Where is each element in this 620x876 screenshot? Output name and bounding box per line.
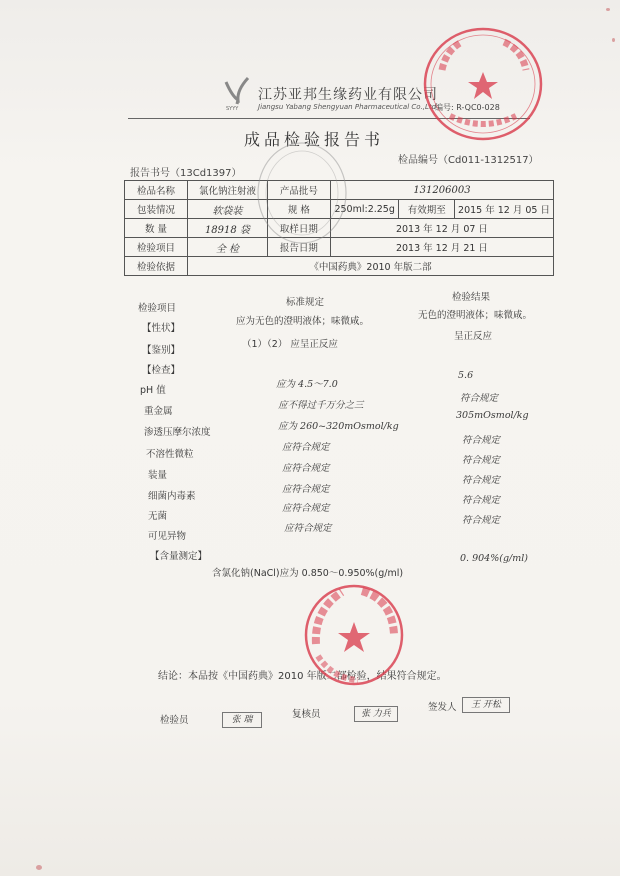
company-logo-icon (222, 74, 252, 106)
page-title: 成品检验报告书 (244, 130, 385, 149)
endotoxin-standard: 应符合规定 (282, 484, 330, 495)
assay-label: 【含量测定】 (150, 551, 208, 562)
inspection-number: 检品编号（Cd011-1312517） (398, 155, 539, 166)
conclusion-text: 结论：本品按《中国药典》2010 年版二部检验，结果符合规定。 (158, 671, 447, 682)
table-value: 2015 年 12 月 05 日 (455, 200, 554, 219)
issuer-signature: 王 开松 (462, 697, 510, 713)
appearance-result: 无色的澄明液体；味微咸。 (418, 310, 533, 321)
table-value: 250ml:2.25g (330, 200, 399, 219)
table-label: 检验依据 (125, 257, 188, 276)
report-number: 报告书号（13Cd1397） (130, 168, 242, 179)
speck (612, 38, 615, 42)
volume-standard: 应符合规定 (282, 463, 330, 474)
logo-subtext: SYYY (226, 106, 239, 112)
results-header-result: 检验结果 (452, 292, 491, 303)
identify-label: 【鉴别】 (142, 345, 181, 356)
speck (36, 865, 42, 870)
table-row (125, 257, 554, 276)
table-label: 数 量 (125, 219, 188, 238)
endotoxin-label: 细菌内毒素 (148, 491, 196, 502)
reviewer-label: 复核员 (292, 709, 321, 720)
table-label: 报告日期 (267, 238, 330, 257)
osmolality-result: 305mOsmol/kg (456, 410, 529, 421)
particle-result: 符合规定 (462, 435, 501, 446)
reviewer-signature: 张 力兵 (354, 706, 398, 722)
sterility-standard: 应符合规定 (282, 503, 330, 514)
table-value: 2013 年 12 月 07 日 (330, 219, 553, 238)
ph-result: 5.6 (458, 370, 474, 381)
appearance-standard: 应为无色的澄明液体；味微咸。 (236, 316, 370, 327)
table-label: 检品名称 (125, 181, 188, 200)
osmolality-standard: 应为 260~320mOsmol/kg (278, 421, 399, 432)
particle-label: 不溶性微粒 (146, 449, 194, 460)
identify-result: 呈正反应 (454, 331, 493, 342)
heavy-metal-standard: 应不得过千万分之三 (278, 400, 364, 411)
visible-matter-result: 符合规定 (462, 515, 501, 526)
table-value: 《中国药典》2010 年版二部 (188, 257, 554, 276)
heavy-metal-result: 符合规定 (460, 393, 499, 404)
company-name-cn: 江苏亚邦生缘药业有限公司 (258, 87, 438, 103)
visible-matter-label: 可见异物 (148, 531, 187, 542)
company-name-en: Jiangsu Yabang Shengyuan Pharmaceutical Co.,Ltd (258, 103, 437, 111)
ph-standard: 应为 4.5～7.0 (276, 379, 338, 390)
heavy-metal-label: 重金属 (144, 406, 173, 417)
distributor-quality-stamp (302, 582, 406, 688)
sterility-result: 符合规定 (462, 495, 501, 506)
osmolality-label: 渗透压摩尔浓度 (144, 427, 211, 438)
identify-standard: （1）（2） 应呈正反应 (242, 339, 338, 350)
appearance-label: 【性状】 (142, 323, 181, 334)
table-label: 产品批号 (267, 181, 330, 200)
issuer-label: 签发人 (428, 702, 457, 713)
table-label: 有效期至 (399, 200, 455, 219)
table-value: 131206003 (330, 181, 553, 200)
results-header-standard: 标准规定 (286, 297, 325, 308)
table-label: 检验项目 (125, 238, 188, 257)
inspector-label: 检验员 (160, 715, 189, 726)
table-value: 软袋装 (188, 200, 268, 219)
table-label: 包装情况 (125, 200, 188, 219)
volume-label: 装量 (148, 470, 168, 481)
table-value: 2013 年 12 月 21 日 (330, 238, 553, 257)
results-header-item: 检验项目 (138, 303, 177, 314)
document-code: 编号: R-QC0-028 (435, 103, 500, 112)
ph-label: pH 值 (140, 385, 166, 396)
visible-matter-standard: 应符合规定 (284, 523, 332, 534)
table-value: 氯化钠注射液 (188, 181, 268, 200)
volume-result: 符合规定 (462, 455, 501, 466)
inspector-signature: 张 瑞 (222, 712, 262, 728)
table-value: 全 检 (188, 238, 268, 257)
speck (606, 8, 610, 11)
sterility-label: 无菌 (148, 511, 168, 522)
faint-inspection-stamp (252, 138, 352, 248)
assay-result: 0. 904%(g/ml) (460, 553, 528, 564)
company-quality-stamp (420, 24, 546, 144)
table-label: 取样日期 (267, 219, 330, 238)
table-label: 规 格 (267, 200, 330, 219)
assay-standard: 含氯化钠(NaCl)应为 0.850～0.950%(g/ml) (212, 568, 404, 579)
particle-standard: 应符合规定 (282, 442, 330, 453)
endotoxin-result: 符合规定 (462, 475, 501, 486)
check-label: 【检查】 (142, 365, 181, 376)
table-value: 18918 袋 (188, 219, 268, 238)
